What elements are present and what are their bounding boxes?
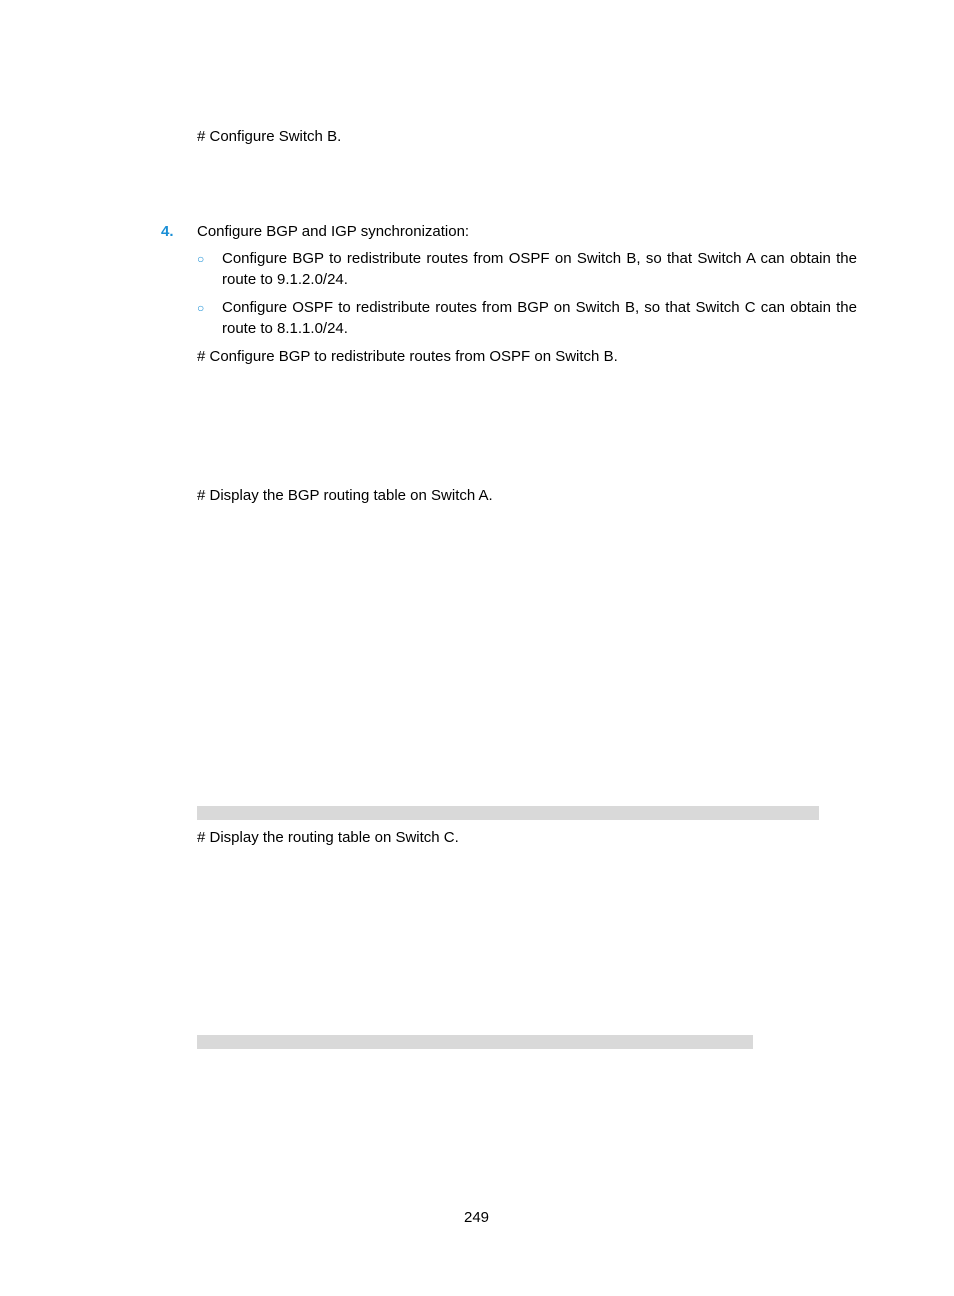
display-routing-table-comment: # Display the routing table on Switch C. (197, 829, 459, 846)
configure-switch-b-comment: # Configure Switch B. (197, 128, 342, 145)
page-number: 249 (464, 1209, 490, 1226)
redistribute-comment: # Configure BGP to redistribute routes from OSPF on Switch B. (197, 348, 618, 365)
step-number: 4. (161, 223, 174, 240)
display-bgp-table-comment: # Display the BGP routing table on Switch A. (197, 487, 493, 504)
highlighted-output-line (197, 1035, 753, 1049)
bullet-circle-icon: ○ (197, 301, 205, 315)
step-title: Configure BGP and IGP synchronization: (197, 223, 470, 240)
bullet-circle-icon: ○ (197, 252, 205, 266)
sub-item-bgp-redistribute: Configure BGP to redistribute routes from OSPF on Switch B, so that Switch A can obtain the route to 9.1.2.0/24. (222, 250, 857, 288)
highlighted-output-line (197, 806, 819, 820)
sub-item-ospf-redistribute: Configure OSPF to redistribute routes from BGP on Switch B, so that Switch C can obtain the route to 8.1.1.0/24. (222, 299, 857, 337)
